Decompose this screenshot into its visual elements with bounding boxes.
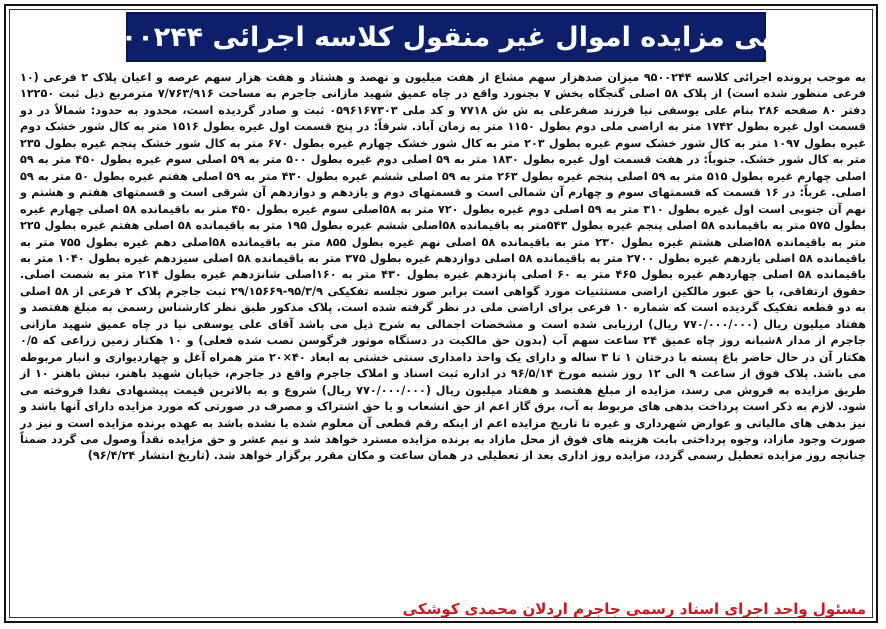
notice-signature: مسئول واحد اجرای اسناد رسمی جاجرم اردلان محمدی کوشکی	[402, 600, 866, 618]
notice-frame	[4, 4, 878, 623]
notice-body: به موجب پرونده اجرائی کلاسه ۹۵۰۰۲۴۴ میزان صدهزار سهم مشاع از هفت میلیون و نهصد و هشتاد و هفت هزار سهم عرصه و اعیان پلاک ۲ فرعی (۱۰ فرعی منظور شده است) از پلاک ۵۸ اصلی گنجگاه بخش ۷ بجنورد واقع در چاه عمیق شهید مازانی جاجرم به مساحت ۷/۷۶۳/۹۱۶ مترمربع ذیل ثبت ۱۲۲۵۰ دفتر ۸۰ صفحه ۲۸۶ بنام علی یوسفی نیا فرزند صفرعلی به ش ش ۷۷۱۸ و کد ملی ۰۵۹۶۱۶۷۳۰۳ ثبت و صادر گردیده است، محدود به حدود: شمالاً در دو قسمت اول غیره بطول ۱۷۴۲ متر به اراضی ملی دوم بطول ۱۱۵۰ متر به زمان آباد. شرقاً: در پنج قسمت اول غیره بطول ۱۵۱۶ متر به کال شور خشک دوم غیره بطول ۱۰۹۷ متر به کال شور خشک سوم غیره بطول ۲۰۳ متر به کال شور خشک چهارم غیره بطول ۶۷۰ متر به کال شور خشک پنجم غیره بطول ۲۳۵ متر به کال شور خشک. جنوباً: در هفت قسمت اول غیره بطول ۱۸۳۰ متر به ۵۹ اصلی دوم غیره بطول ۵۰۰ متر به ۵۹ اصلی سوم غیره بطول ۴۵۰ متر به ۵۹ اصلی چهارم غیره بطول ۵۱۵ متر به ۵۹ اصلی پنجم غیره بطول ۲۶۳ متر به ۵۹ اصلی ششم غیره بطول ۴۳۰ متر به ۵۹ اصلی هفتم غیره بطول ۵۰ متر به ۵۹ اصلی. غرباً: در ۱۶ قسمت که قسمتهای سوم و چهارم آن شمالی است و قسمتهای دوم و یازدهم و دوازدهم آن شرقی است و قسمتهای هفتم و هشتم و نهم آن جنوبی است اول غیره بطول ۳۱۰ متر به ۵۹ اصلی دوم غیره بطول ۷۲۰ متر به ۵۸اصلی سوم غیره بطول ۴۵۰ متر به باقیمانده ۵۸ اصلی چهارم غیره بطول ۵۷۵ متر به باقیمانده ۵۸ اصلی پنجم غیره بطول ۵۴۳متر به باقیمانده ۵۸اصلی ششم غیره بطول ۱۹۵ متر به باقیمانده ۵۸ اصلی هفتم غیره بطول ۲۲۵ متر به باقیمانده ۵۸اصلی هشتم غیره بطول ۲۳۰ متر به باقیمانده ۵۸ اصلی نهم غیره بطول ۸۵۵ متر به باقیمانده ۵۸اصلی دهم غیره بطول ۷۵۵ متر به باقیمانده ۵۸ اصلی یازدهم غیره بطول ۲۷۰۰ متر به باقیمانده ۵۸ اصلی دوازدهم غیره بطول ۳۷۵ متر به باقیمانده ۵۸ اصلی سیزدهم غیره بطول ۱۰۴۰ متر به باقیمانده ۵۸ اصلی چهاردهم غیره بطول ۴۶۵ متر به ۶۰ اصلی پانزدهم غیره بطول ۴۳۰ متر به ۱۶۰اصلی شانزدهم غیره بطول ۲۱۴ متر به شصت اصلی. حقوق ارتفاقی، با حق عبور مالکین اراضی مستثنیات مورد گواهی است برابر صور تجلسه تفکیکی ۹۵/۳/۹-۲۹/۱۵۶۶۹ ثبت جاجرم پلاک ۲ فرعی از ۵۸ اصلی به دو قطعه تفکیک گردیده است که شماره ۱۰ فرعی برای اراضی ملی در نظر گرفته شده است. پلاک مذکور طبق نظر کارشناس رسمی به مبلغ هفتصد و هفتاد میلیون ریال (۷۷۰/۰۰۰/۰۰۰ ریال) ارزیابی شده است و مشخصات اجمالی به شرح ذیل می باشد آقای علی یوسفی نیا در چاه عمیق شهید مازانی جاجرم از مدار ۸شبانه روز چاه عمیق ۲۴ ساعت سهم آب (بدون حق مالکیت در دستگاه موتور فرگوسن نصب شده فعلی) و ۱۰ هکتار زمین زراعی که ۰/۵ هکتار آن در حال حاضر باغ پسته با درختان ۱ تا ۳ ساله و دارای یک واحد دامداری سنتی خشتی به ابعاد ۴۰×۲۰ متر همراه آغل و چهاردیواری و انبار مربوطه می باشد. پلاک فوق از ساعت ۹ الی ۱۲ روز شنبه مورخ ۹۶/۵/۱۴ در اداره ثبت اسناد و املاک جاجرم واقع در جاجرم، خیابان شهید باهنر، نبش باهنر ۱۰ از طریق مزایده به فروش می رسد، مزایده از مبلغ هفتصد و هفتاد میلیون ریال (۷۷۰/۰۰۰/۰۰۰ ریال) شروع و به بالاترین قیمت پیشنهادی نقدا فروخته می شود. لازم به ذکر است پرداخت بدهی های مربوط به آب، برق گاز اعم از حق انشعاب و یا حق اشتراک و مصرف در صورتی که مورد مزایده دارای آنها باشد و نیز بدهی های مالیاتی و عوارض شهرداری و غیره تا تاریخ مزایده اعم از اینکه رقم قطعی آن معلوم شده یا نشده باشد به عهده برنده مزایده است و نیز در صورت وجود مازاد، وجوه پرداختی بابت هزینه های فوق از محل مازاد به برنده مزایده مسترد خواهد شد و نیم عشر و حق مزایده نقداً وصول می گردد ضمناً چنانچه روز مزایده تعطیل رسمی گردد، مزایده روز اداری بعد از تعطیلی در همان ساعت و مکان مقرر برگزار خواهد شد. (تاریخ انتشار ۹۶/۴/۲۴)	[20, 71, 867, 463]
notice-title: آگهی مزایده اموال غیر منقول کلاسه اجرائی ۹۵۰۰۲۴۴	[87, 21, 805, 53]
title-banner	[87, 12, 805, 62]
